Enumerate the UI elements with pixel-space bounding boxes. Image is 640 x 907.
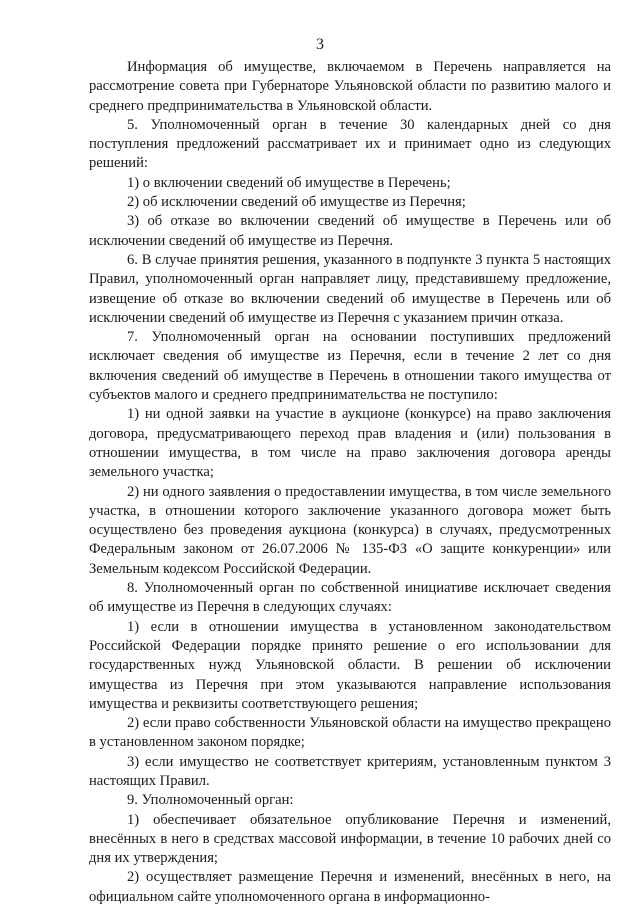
subitem-9-1: 1) обеспечивает обязательное опубликование Перечня и изменений, внесённых в него в средствах массовой информации, в течение 10 рабочих дней со дня их утверждения; <box>89 811 611 867</box>
page-number: 3 <box>316 36 324 53</box>
subitem-5-2: 2) об исключении сведений об имуществе из Перечня; <box>127 194 466 211</box>
subitem-8-2: 2) если право собственности Ульяновской области на имущество прекращено в установленном законом порядке; <box>89 715 611 751</box>
subitem-9-2: 2) осуществляет размещение Перечня и изменений, внесённых в него, на официальном сайте уполномоченного органа в информационно- <box>89 869 611 905</box>
paragraph-item-7: 7. Уполномоченный орган на основании поступивших предложений исключает сведения об имуществе из Перечня, если в течение 2 лет со дня включения сведений об имуществе в Перечень в отношении такого имущества от субъектов малого и среднего предпринимательства не поступило: <box>89 329 611 404</box>
subitem-7-1: 1) ни одной заявки на участие в аукционе (конкурсе) на право заключения договора, предусматривающего переход прав владения и (или) пользования в отношении имущества, в том числе на право заключения договора аренды земельного участка; <box>89 406 611 481</box>
subitem-8-3: 3) если имущество не соответствует критериям, установленным пунктом 3 настоящих Правил. <box>89 753 611 789</box>
paragraph-item-5: 5. Уполномоченный орган в течение 30 календарных дней со дня поступления предложений рассматривает их и принимает одно из следующих решений: <box>89 116 611 172</box>
subitem-8-1: 1) если в отношении имущества в установленном законодательством Российской Федерации порядке принято решение о его использовании для государственных нужд Ульяновской области. В решении об исключении имущества из Перечня при этом указываются направление использования имущества и реквизиты соответствующего решения; <box>89 618 611 712</box>
paragraph-item-9: 9. Уполномоченный орган: <box>127 792 294 809</box>
subitem-5-1: 1) о включении сведений об имуществе в Перечень; <box>127 174 451 191</box>
paragraph-info-to-council: Информация об имуществе, включаемом в Перечень направляется на рассмотрение совета при Губернаторе Ульяновской области по развитию малого и среднего предпринимательства в Ульяновской области. <box>89 59 611 114</box>
subitem-5-3: 3) об отказе во включении сведений об имуществе в Перечень или об исключении сведений об имуществе из Перечня. <box>89 213 611 249</box>
paragraph-item-6: 6. В случае принятия решения, указанного в подпункте 3 пункта 5 настоящих Правил, уполномоченный орган направляет лицу, представившему предложение, извещение об отказе во включении сведений об имуществе в Перечень или об исключении сведений об имуществе из Перечня с указанием причин отказа. <box>89 251 611 326</box>
subitem-7-2: 2) ни одного заявления о предоставлении имущества, в том числе земельного участка, в отношении которого заключение указанного договора может быть осуществлено без проведения аукциона (конкурса) в случаях, предусмотренных Федеральным законом от 26.07.2006 № 135-ФЗ «О защите конкуренции» или Земельным кодексом Российской Федерации. <box>89 483 611 577</box>
paragraph-item-8: 8. Уполномоченный орган по собственной инициативе исключает сведения об имуществе из Перечня в следующих случаях: <box>89 580 611 616</box>
document-body <box>89 58 611 907</box>
